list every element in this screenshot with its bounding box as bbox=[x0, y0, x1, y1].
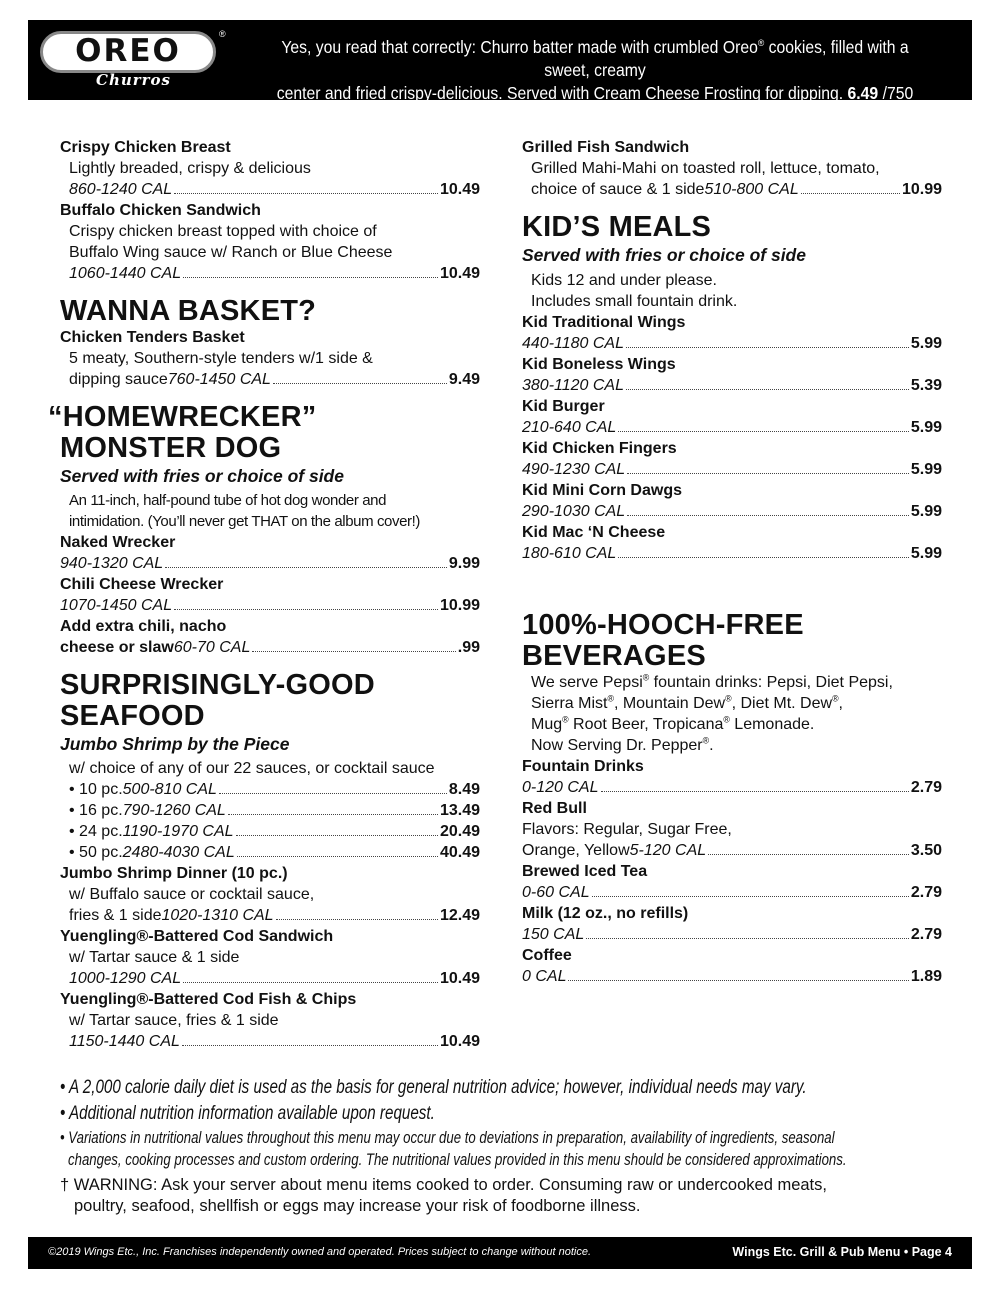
shrimp-option: • 10 pc. 500-810 CAL 8.49 bbox=[69, 781, 480, 798]
item-price: 1.89 bbox=[910, 968, 942, 985]
kid-item bbox=[522, 522, 942, 564]
item-price: 3.50 bbox=[910, 842, 942, 859]
menu-item-crispy-chicken bbox=[60, 137, 480, 200]
item-name: Kid Boneless Wings bbox=[522, 356, 676, 373]
item-name: Milk (12 oz., no refills) bbox=[522, 905, 689, 922]
item-price-row: 1000-1290 CAL 10.49 bbox=[69, 970, 480, 987]
shrimp-option: • 50 pc. 2480-4030 CAL 40.49 bbox=[69, 844, 480, 861]
menu-item-coffee bbox=[522, 945, 942, 987]
item-price-row: 490-1230 CAL 5.99 bbox=[522, 461, 942, 478]
item-price: 5.99 bbox=[910, 545, 942, 562]
item-price-row: Orange, Yellow 5-120 CAL 3.50 bbox=[522, 842, 942, 859]
oreo-logo-text: OREO bbox=[40, 31, 216, 73]
section-description: Kids 12 and under please. bbox=[531, 272, 717, 289]
item-price: 10.49 bbox=[439, 181, 480, 198]
item-price: 5.99 bbox=[910, 461, 942, 478]
item-price-row: 210-640 CAL 5.99 bbox=[522, 419, 942, 436]
menu-item-add-extra bbox=[60, 616, 480, 658]
item-price-row: 0 CAL 1.89 bbox=[522, 968, 942, 985]
section-description: We serve Pepsi® fountain drinks: Pepsi, Diet Pepsi, bbox=[531, 672, 893, 691]
item-price-row: 1070-1450 CAL 10.99 bbox=[60, 597, 480, 614]
registered-mark: ® bbox=[757, 38, 765, 50]
item-price-row: 1150-1440 CAL 10.49 bbox=[69, 1033, 480, 1050]
item-description: w/ Buffalo sauce or cocktail sauce, bbox=[69, 886, 315, 903]
item-price: 5.99 bbox=[910, 335, 942, 352]
warning-text: † WARNING: Ask your server about menu items cooked to order. Consuming raw or undercooked meats, bbox=[60, 1176, 827, 1194]
item-price-row: 940-1320 CAL 9.99 bbox=[60, 555, 480, 572]
item-name: Naked Wrecker bbox=[60, 534, 176, 551]
item-price: 5.39 bbox=[910, 377, 942, 394]
menu-item-buffalo-chicken bbox=[60, 200, 480, 284]
item-price: 8.49 bbox=[448, 781, 480, 798]
item-name: Kid Mini Corn Dawgs bbox=[522, 482, 682, 499]
banner-description: Yes, you read that correctly: Churro batter made with crumbled Oreo® cookies, filled with a sweet, creamy center and fried crispy-delicious. Served with Cream Cheese Frosting for dipping. 6.49 /750 CAL bbox=[276, 37, 914, 126]
oreo-churros-banner bbox=[28, 20, 972, 126]
item-price: 40.49 bbox=[439, 844, 480, 861]
page-label: Wings Etc. Grill & Pub Menu • Page 4 bbox=[732, 1245, 952, 1259]
menu-item-naked-wrecker bbox=[60, 532, 480, 574]
item-price: 10.49 bbox=[439, 1033, 480, 1050]
banner-price: 6.49 bbox=[847, 83, 879, 103]
item-price-row: 860-1240 CAL 10.49 bbox=[69, 181, 480, 198]
menu-item-red-bull bbox=[522, 798, 942, 861]
item-price-row: dipping sauce 760-1450 CAL 9.49 bbox=[69, 371, 480, 388]
item-name: Add extra chili, nacho bbox=[60, 618, 227, 635]
item-price-row: 0-120 CAL 2.79 bbox=[522, 779, 942, 796]
item-name: Buffalo Chicken Sandwich bbox=[60, 202, 261, 219]
warning-text-cont: poultry, seafood, shellfish or eggs may increase your risk of foodborne illness. bbox=[74, 1197, 641, 1215]
section-heading-beverages-2: BEVERAGES bbox=[522, 640, 706, 672]
item-price: 10.49 bbox=[439, 970, 480, 987]
item-price-row: cheese or slaw 60-70 CAL .99 bbox=[60, 639, 480, 656]
item-description: w/ Tartar sauce, fries & 1 side bbox=[69, 1012, 279, 1029]
item-description: Crispy chicken breast topped with choice of bbox=[69, 223, 377, 240]
menu-item-milk bbox=[522, 903, 942, 945]
kid-item bbox=[522, 438, 942, 480]
item-price: 10.99 bbox=[439, 597, 480, 614]
item-name: Kid Burger bbox=[522, 398, 605, 415]
menu-item-shrimp-dinner bbox=[60, 863, 480, 926]
menu-item-tenders-basket bbox=[60, 327, 480, 390]
item-name: Chicken Tenders Basket bbox=[60, 329, 245, 346]
section-description: Mug® Root Beer, Tropicana® Lemonade. bbox=[531, 714, 815, 733]
section-heading-seafood-1: SURPRISINGLY-GOOD bbox=[60, 669, 375, 701]
item-name: Brewed Iced Tea bbox=[522, 863, 648, 880]
item-name: Chili Cheese Wrecker bbox=[60, 576, 224, 593]
item-name: Crispy Chicken Breast bbox=[60, 139, 231, 156]
item-name: Grilled Fish Sandwich bbox=[522, 139, 690, 156]
kid-item bbox=[522, 354, 942, 396]
section-heading-monster-dog: MONSTER DOG bbox=[60, 432, 282, 464]
section-subheading: Served with fries or choice of side bbox=[522, 245, 806, 265]
item-price: 10.99 bbox=[901, 181, 942, 198]
menu-item-grilled-fish bbox=[522, 137, 942, 200]
section-description: Includes small fountain drink. bbox=[531, 293, 738, 310]
item-price: 13.49 bbox=[439, 802, 480, 819]
menu-item-cod-sandwich bbox=[60, 926, 480, 989]
oreo-churros-logo bbox=[38, 29, 226, 91]
section-description: Sierra Mist®, Mountain Dew®, Diet Mt. Dew®, bbox=[531, 693, 843, 712]
copyright-text: ©2019 Wings Etc., Inc. Franchises independently owned and operated. Prices subject to change without notice. bbox=[48, 1246, 592, 1258]
banner-calories: /750 CAL bbox=[579, 83, 914, 126]
note-variations: • Variations in nutritional values throughout this menu may occur due to deviations in preparation, availability of ingredients, seasonal bbox=[60, 1129, 835, 1147]
item-price: 10.49 bbox=[439, 265, 480, 282]
item-price: 20.49 bbox=[439, 823, 480, 840]
menu-item-chili-cheese-wrecker bbox=[60, 574, 480, 616]
item-price: 9.99 bbox=[448, 555, 480, 572]
section-heading-basket: WANNA BASKET? bbox=[60, 295, 317, 327]
section-heading-homewrecker: “HOMEWRECKER” bbox=[48, 401, 317, 433]
shrimp-option: • 24 pc. 1190-1970 CAL 20.49 bbox=[69, 823, 480, 840]
item-name: Yuengling®-Battered Cod Sandwich bbox=[60, 928, 334, 945]
item-price: 12.49 bbox=[439, 907, 480, 924]
section-subheading: Jumbo Shrimp by the Piece bbox=[60, 734, 290, 754]
note-calorie-diet: • A 2,000 calorie daily diet is used as the basis for general nutrition advice; however, individual needs may vary. bbox=[60, 1077, 807, 1098]
item-price-row: 380-1120 CAL 5.39 bbox=[522, 377, 942, 394]
item-price: 2.79 bbox=[910, 884, 942, 901]
item-price-row: 180-610 CAL 5.99 bbox=[522, 545, 942, 562]
item-price-row: 290-1030 CAL 5.99 bbox=[522, 503, 942, 520]
section-description: w/ choice of any of our 22 sauces, or cocktail sauce bbox=[69, 760, 435, 777]
menu-item-fountain-drinks bbox=[522, 756, 942, 798]
right-column bbox=[522, 137, 942, 987]
item-price-row: 440-1180 CAL 5.99 bbox=[522, 335, 942, 352]
section-description: intimidation. (You’ll never get THAT on the album cover!) bbox=[69, 513, 420, 530]
item-description: 5 meaty, Southern-style tenders w/1 side & bbox=[69, 350, 373, 367]
nutrition-notes bbox=[60, 1075, 960, 1217]
kid-item bbox=[522, 396, 942, 438]
section-heading-seafood-2: SEAFOOD bbox=[60, 700, 205, 732]
item-name: Yuengling®-Battered Cod Fish & Chips bbox=[60, 991, 357, 1008]
item-price: 2.79 bbox=[910, 779, 942, 796]
item-name: Kid Traditional Wings bbox=[522, 314, 686, 331]
item-price: 2.79 bbox=[910, 926, 942, 943]
item-price-row: 150 CAL 2.79 bbox=[522, 926, 942, 943]
item-price: 5.99 bbox=[910, 503, 942, 520]
item-name: Kid Mac ‘N Cheese bbox=[522, 524, 666, 541]
item-description: Lightly breaded, crispy & delicious bbox=[69, 160, 311, 177]
item-price-row: fries & 1 side 1020-1310 CAL 12.49 bbox=[69, 907, 480, 924]
menu-item-cod-fish-chips bbox=[60, 989, 480, 1052]
section-subheading: Served with fries or choice of side bbox=[60, 466, 344, 486]
item-description: w/ Tartar sauce & 1 side bbox=[69, 949, 240, 966]
item-description: Buffalo Wing sauce w/ Ranch or Blue Cheese bbox=[69, 244, 393, 261]
item-description: Grilled Mahi-Mahi on toasted roll, lettuce, tomato, bbox=[531, 160, 880, 177]
section-heading-kids: KID’S MEALS bbox=[522, 211, 712, 243]
left-column bbox=[48, 137, 480, 1052]
section-description: Now Serving Dr. Pepper®. bbox=[531, 735, 714, 754]
kid-item bbox=[522, 312, 942, 354]
footer-bar bbox=[28, 1237, 972, 1269]
item-price-row: 0-60 CAL 2.79 bbox=[522, 884, 942, 901]
churros-logo-text: Churros bbox=[96, 71, 172, 89]
item-price-row: 1060-1440 CAL 10.49 bbox=[69, 265, 480, 282]
item-name: Fountain Drinks bbox=[522, 758, 644, 775]
menu-item-iced-tea bbox=[522, 861, 942, 903]
logo-registered-mark: ® bbox=[219, 29, 226, 39]
shrimp-option: • 16 pc. 790-1260 CAL 13.49 bbox=[69, 802, 480, 819]
item-price: .99 bbox=[457, 639, 480, 656]
item-price-row: choice of sauce & 1 side 510-800 CAL 10.99 bbox=[531, 181, 942, 198]
note-additional-info: • Additional nutrition information available upon request. bbox=[60, 1103, 435, 1124]
item-price: 5.99 bbox=[910, 419, 942, 436]
kid-item bbox=[522, 480, 942, 522]
item-name: Coffee bbox=[522, 947, 572, 964]
item-price: 9.49 bbox=[448, 371, 480, 388]
section-description: An 11-inch, half-pound tube of hot dog wonder and bbox=[69, 492, 387, 509]
item-name: Red Bull bbox=[522, 800, 587, 817]
note-variations-cont: changes, cooking processes and custom ordering. The nutritional values provided in this menu should be considered approximations. bbox=[68, 1151, 847, 1169]
item-name: Jumbo Shrimp Dinner (10 pc.) bbox=[60, 865, 288, 882]
item-name: Kid Chicken Fingers bbox=[522, 440, 677, 457]
item-description: Flavors: Regular, Sugar Free, bbox=[522, 821, 732, 838]
section-heading-beverages-1: 100%-HOOCH-FREE bbox=[522, 609, 804, 641]
